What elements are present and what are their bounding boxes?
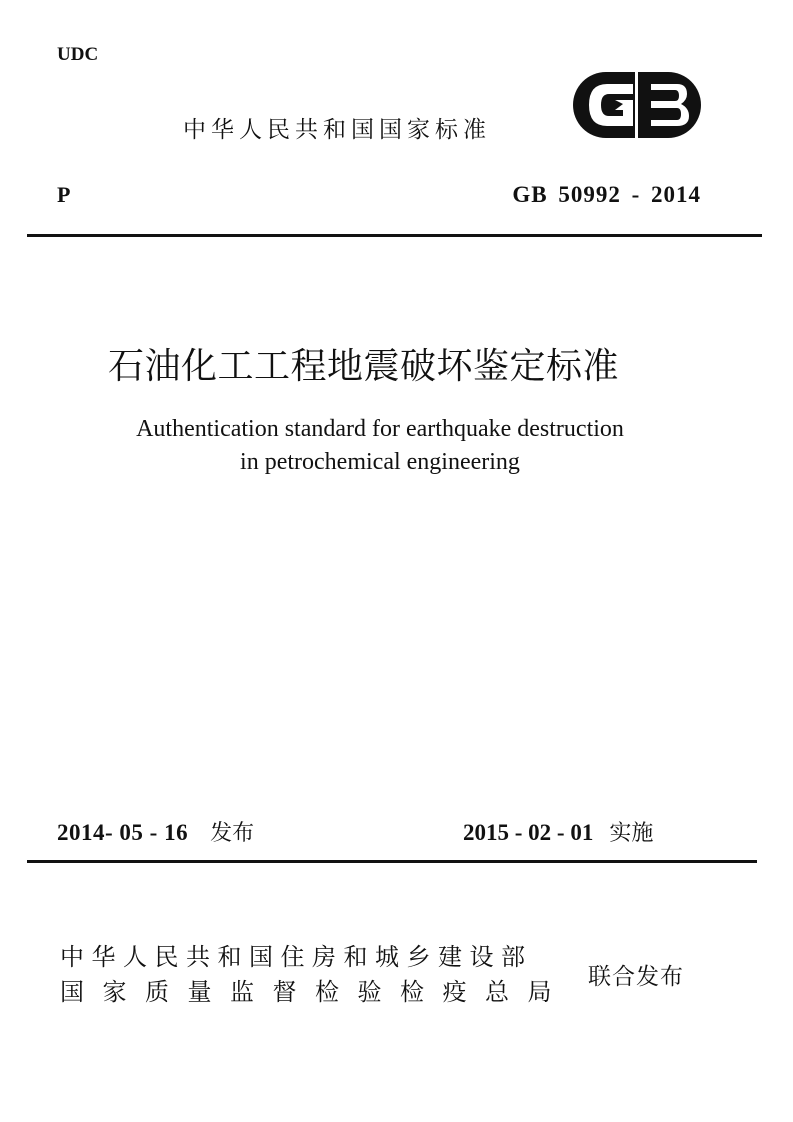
gb-logo-icon bbox=[571, 70, 703, 140]
implementation-date: 2015 - 02 - 01 bbox=[463, 820, 594, 845]
issuer-ministry: 中华人民共和国住房和城乡建设部 bbox=[60, 943, 533, 971]
implementation-date-block bbox=[463, 816, 653, 847]
title-chinese: 石油化工工程地震破坏鉴定标准 bbox=[108, 346, 620, 386]
standard-number: GB 50992 - 2014 bbox=[512, 182, 701, 207]
classification-code: P bbox=[57, 182, 71, 207]
bottom-divider bbox=[27, 860, 757, 863]
national-standard-label: 中华人民共和国国家标准 bbox=[183, 117, 491, 143]
udc-label: UDC bbox=[57, 44, 99, 65]
issue-date: 2014- 05 - 16 bbox=[57, 820, 189, 845]
top-divider bbox=[27, 234, 762, 237]
issue-date-block bbox=[57, 816, 254, 847]
implementation-label: 实施 bbox=[609, 821, 654, 846]
title-english-line1: Authentication standard for earthquake destruction bbox=[136, 416, 624, 442]
title-english bbox=[0, 413, 760, 479]
issue-label: 发布 bbox=[210, 821, 255, 846]
title-english-line2: in petrochemical engineering bbox=[240, 449, 520, 475]
issuers-block bbox=[60, 940, 570, 1010]
issuer-aqsiq: 国家质量监督检验检疫总局 bbox=[60, 978, 570, 1006]
joint-issue-label: 联合发布 bbox=[588, 964, 684, 990]
